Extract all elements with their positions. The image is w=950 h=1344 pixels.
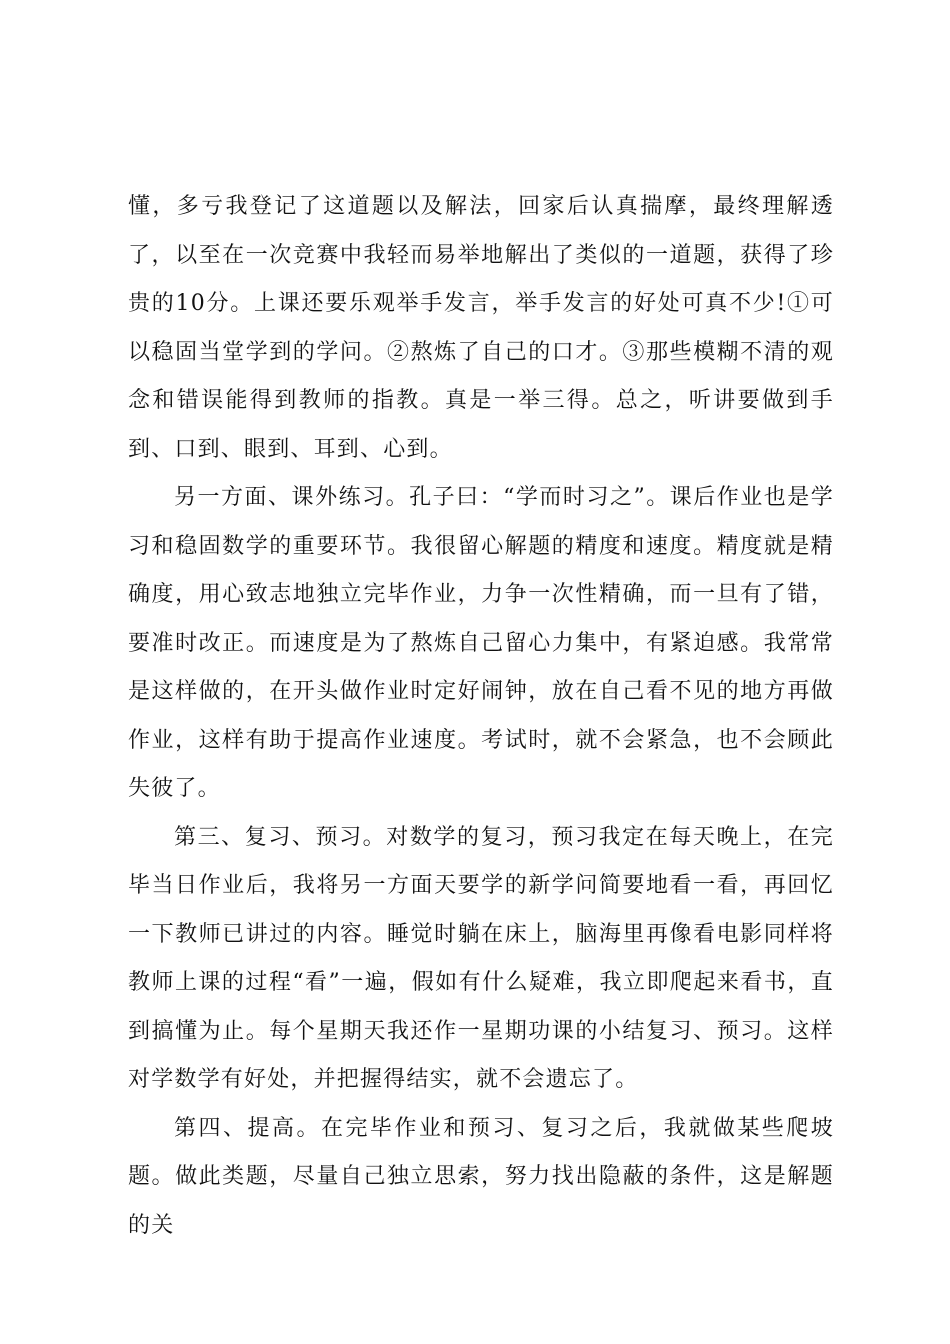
document-body (128, 183, 834, 1250)
paragraph-1: 懂，多亏我登记了这道题以及解法，回家后认真揣摩，最终理解透了，以至在一次竞赛中我轻而易举地解出了类似的一道题，获得了珍贵的10分。上课还要乐观举手发言，举手发言的好处可真不少!①可以稳固当堂学到的学问。②熬炼了自己的口才。③那些模糊不清的观念和错误能得到教师的指教。真是一举三得。总之，听讲要做到手到、口到、眼到、耳到、心到。 (128, 194, 834, 462)
paragraph-4: 第四、提高。在完毕作业和预习、复习之后，我就做某些爬坡题。做此类题，尽量自己独立思索，努力找出隐蔽的条件，这是解题的关 (128, 1115, 834, 1238)
paragraph-2: 另一方面、课外练习。孔子曰：“学而时习之”。课后作业也是学习和稳固数学的重要环节。我很留心解题的精度和速度。精度就是精确度，用心致志地独立完毕作业，力争一次性精确，而一旦有了错，要准时改正。而速度是为了熬炼自己留心力集中，有紧迫感。我常常是这样做的，在开头做作业时定好闹钟，放在自己看不见的地方再做作业，这样有助于提高作业速度。考试时，就不会紧急，也不会顾此失彼了。 (128, 485, 834, 801)
paragraph-3: 第三、复习、预习。对数学的复习，预习我定在每天晚上，在完毕当日作业后，我将另一方面天要学的新学问简要地看一看，再回忆一下教师已讲过的内容。睡觉时躺在床上，脑海里再像看电影同样将教师上课的过程“看”一遍，假如有什么疑难，我立即爬起来看书，直到搞懂为止。每个星期天我还作一星期功课的小结复习、预习。这样对学数学有好处，并把握得结实，就不会遗忘了。 (128, 824, 834, 1092)
